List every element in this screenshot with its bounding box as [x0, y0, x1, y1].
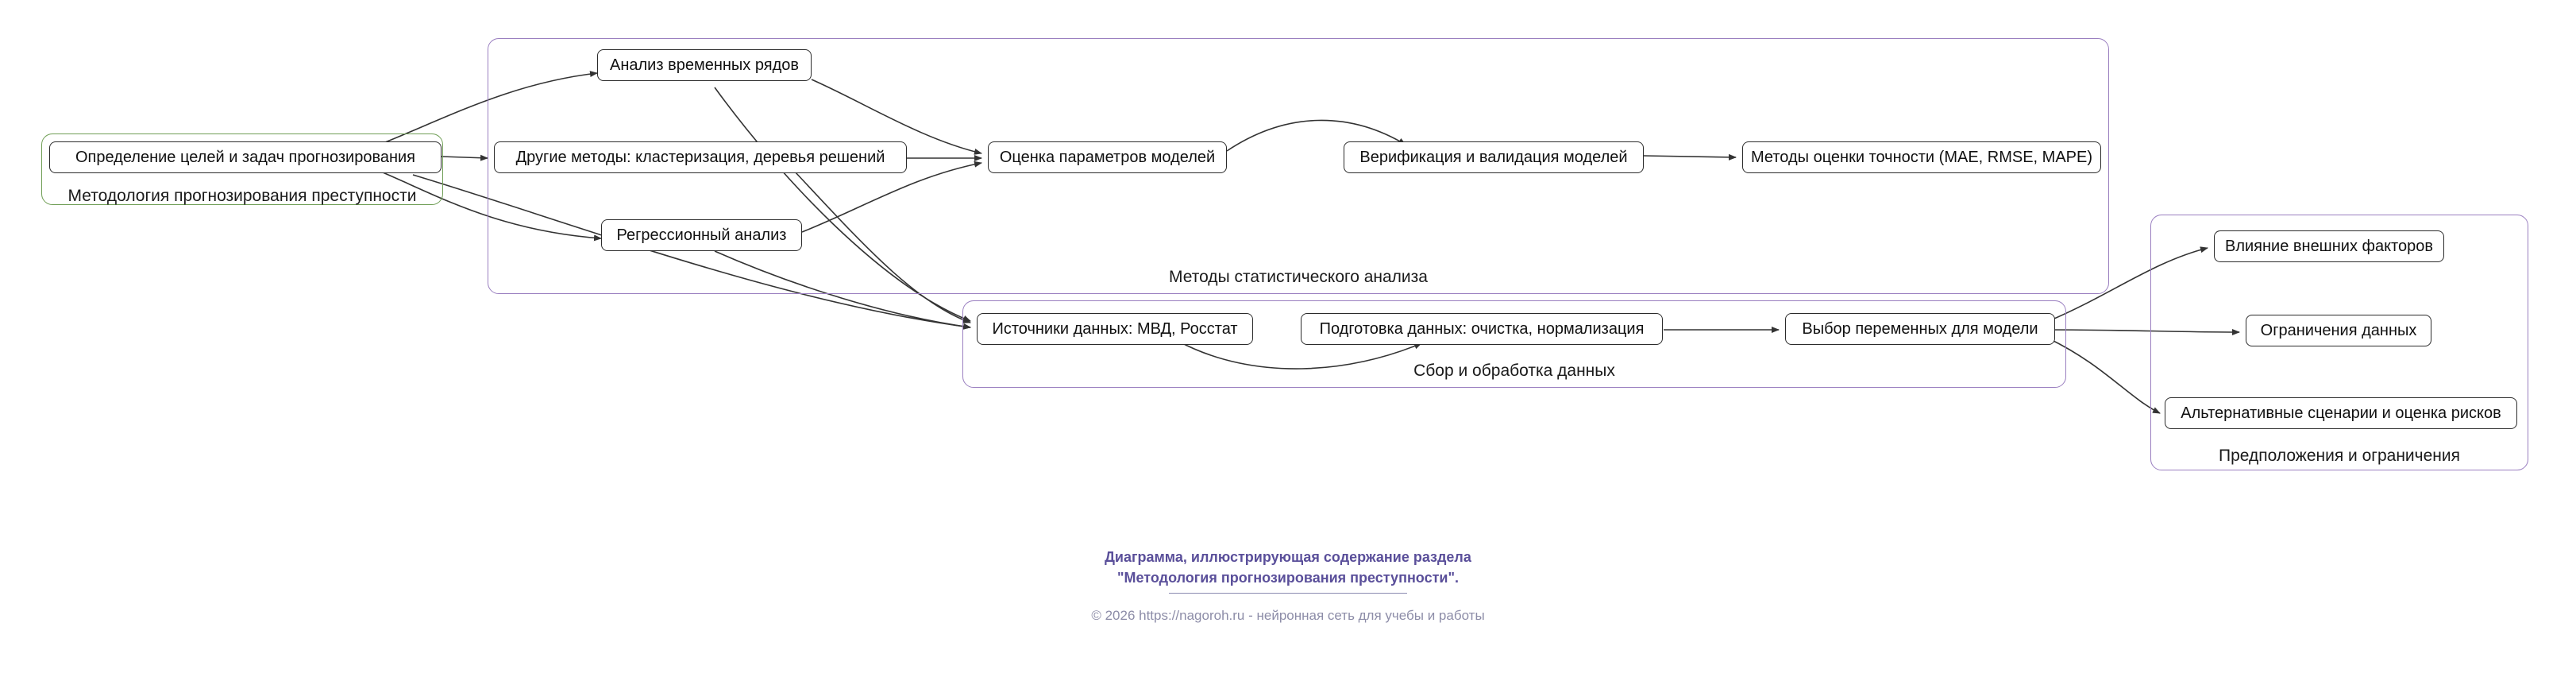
node-scenarios[interactable]: Альтернативные сценарии и оценка рисков	[2165, 397, 2517, 429]
node-variables[interactable]: Выбор переменных для модели	[1785, 313, 2055, 345]
node-external[interactable]: Влияние внешних факторов	[2214, 230, 2444, 262]
node-goals[interactable]: Определение целей и задач прогнозирования	[49, 141, 442, 173]
caption-divider	[1169, 593, 1407, 594]
cluster-stats-label: Методы статистического анализа	[1169, 268, 1428, 286]
diagram-caption	[0, 547, 2576, 594]
node-othermethods[interactable]: Другие методы: кластеризация, деревья решений	[494, 141, 907, 173]
node-verification[interactable]: Верификация и валидация моделей	[1344, 141, 1644, 173]
node-limits[interactable]: Ограничения данных	[2246, 315, 2431, 346]
node-timeseries[interactable]: Анализ временных рядов	[597, 49, 812, 81]
cluster-assumptions-label: Предположения и ограничения	[2219, 447, 2460, 465]
node-params[interactable]: Оценка параметров моделей	[988, 141, 1227, 173]
cluster-methodology-label: Методология прогнозирования преступности	[67, 187, 417, 205]
caption-line-1: Диаграмма, иллюстрирующая содержание раздела	[1105, 549, 1471, 565]
cluster-data-label: Сбор и обработка данных	[1413, 362, 1615, 380]
caption-line-2: "Методология прогнозирования преступности".	[1117, 570, 1459, 586]
node-regression[interactable]: Регрессионный анализ	[601, 219, 802, 251]
footer-text: © 2026 https://nagoroh.ru - нейронная сеть для учебы и работы	[1091, 608, 1485, 623]
node-prep[interactable]: Подготовка данных: очистка, нормализация	[1301, 313, 1663, 345]
node-accuracy[interactable]: Методы оценки точности (MAE, RMSE, MAPE)	[1742, 141, 2101, 173]
node-sources[interactable]: Источники данных: МВД, Росстат	[977, 313, 1253, 345]
